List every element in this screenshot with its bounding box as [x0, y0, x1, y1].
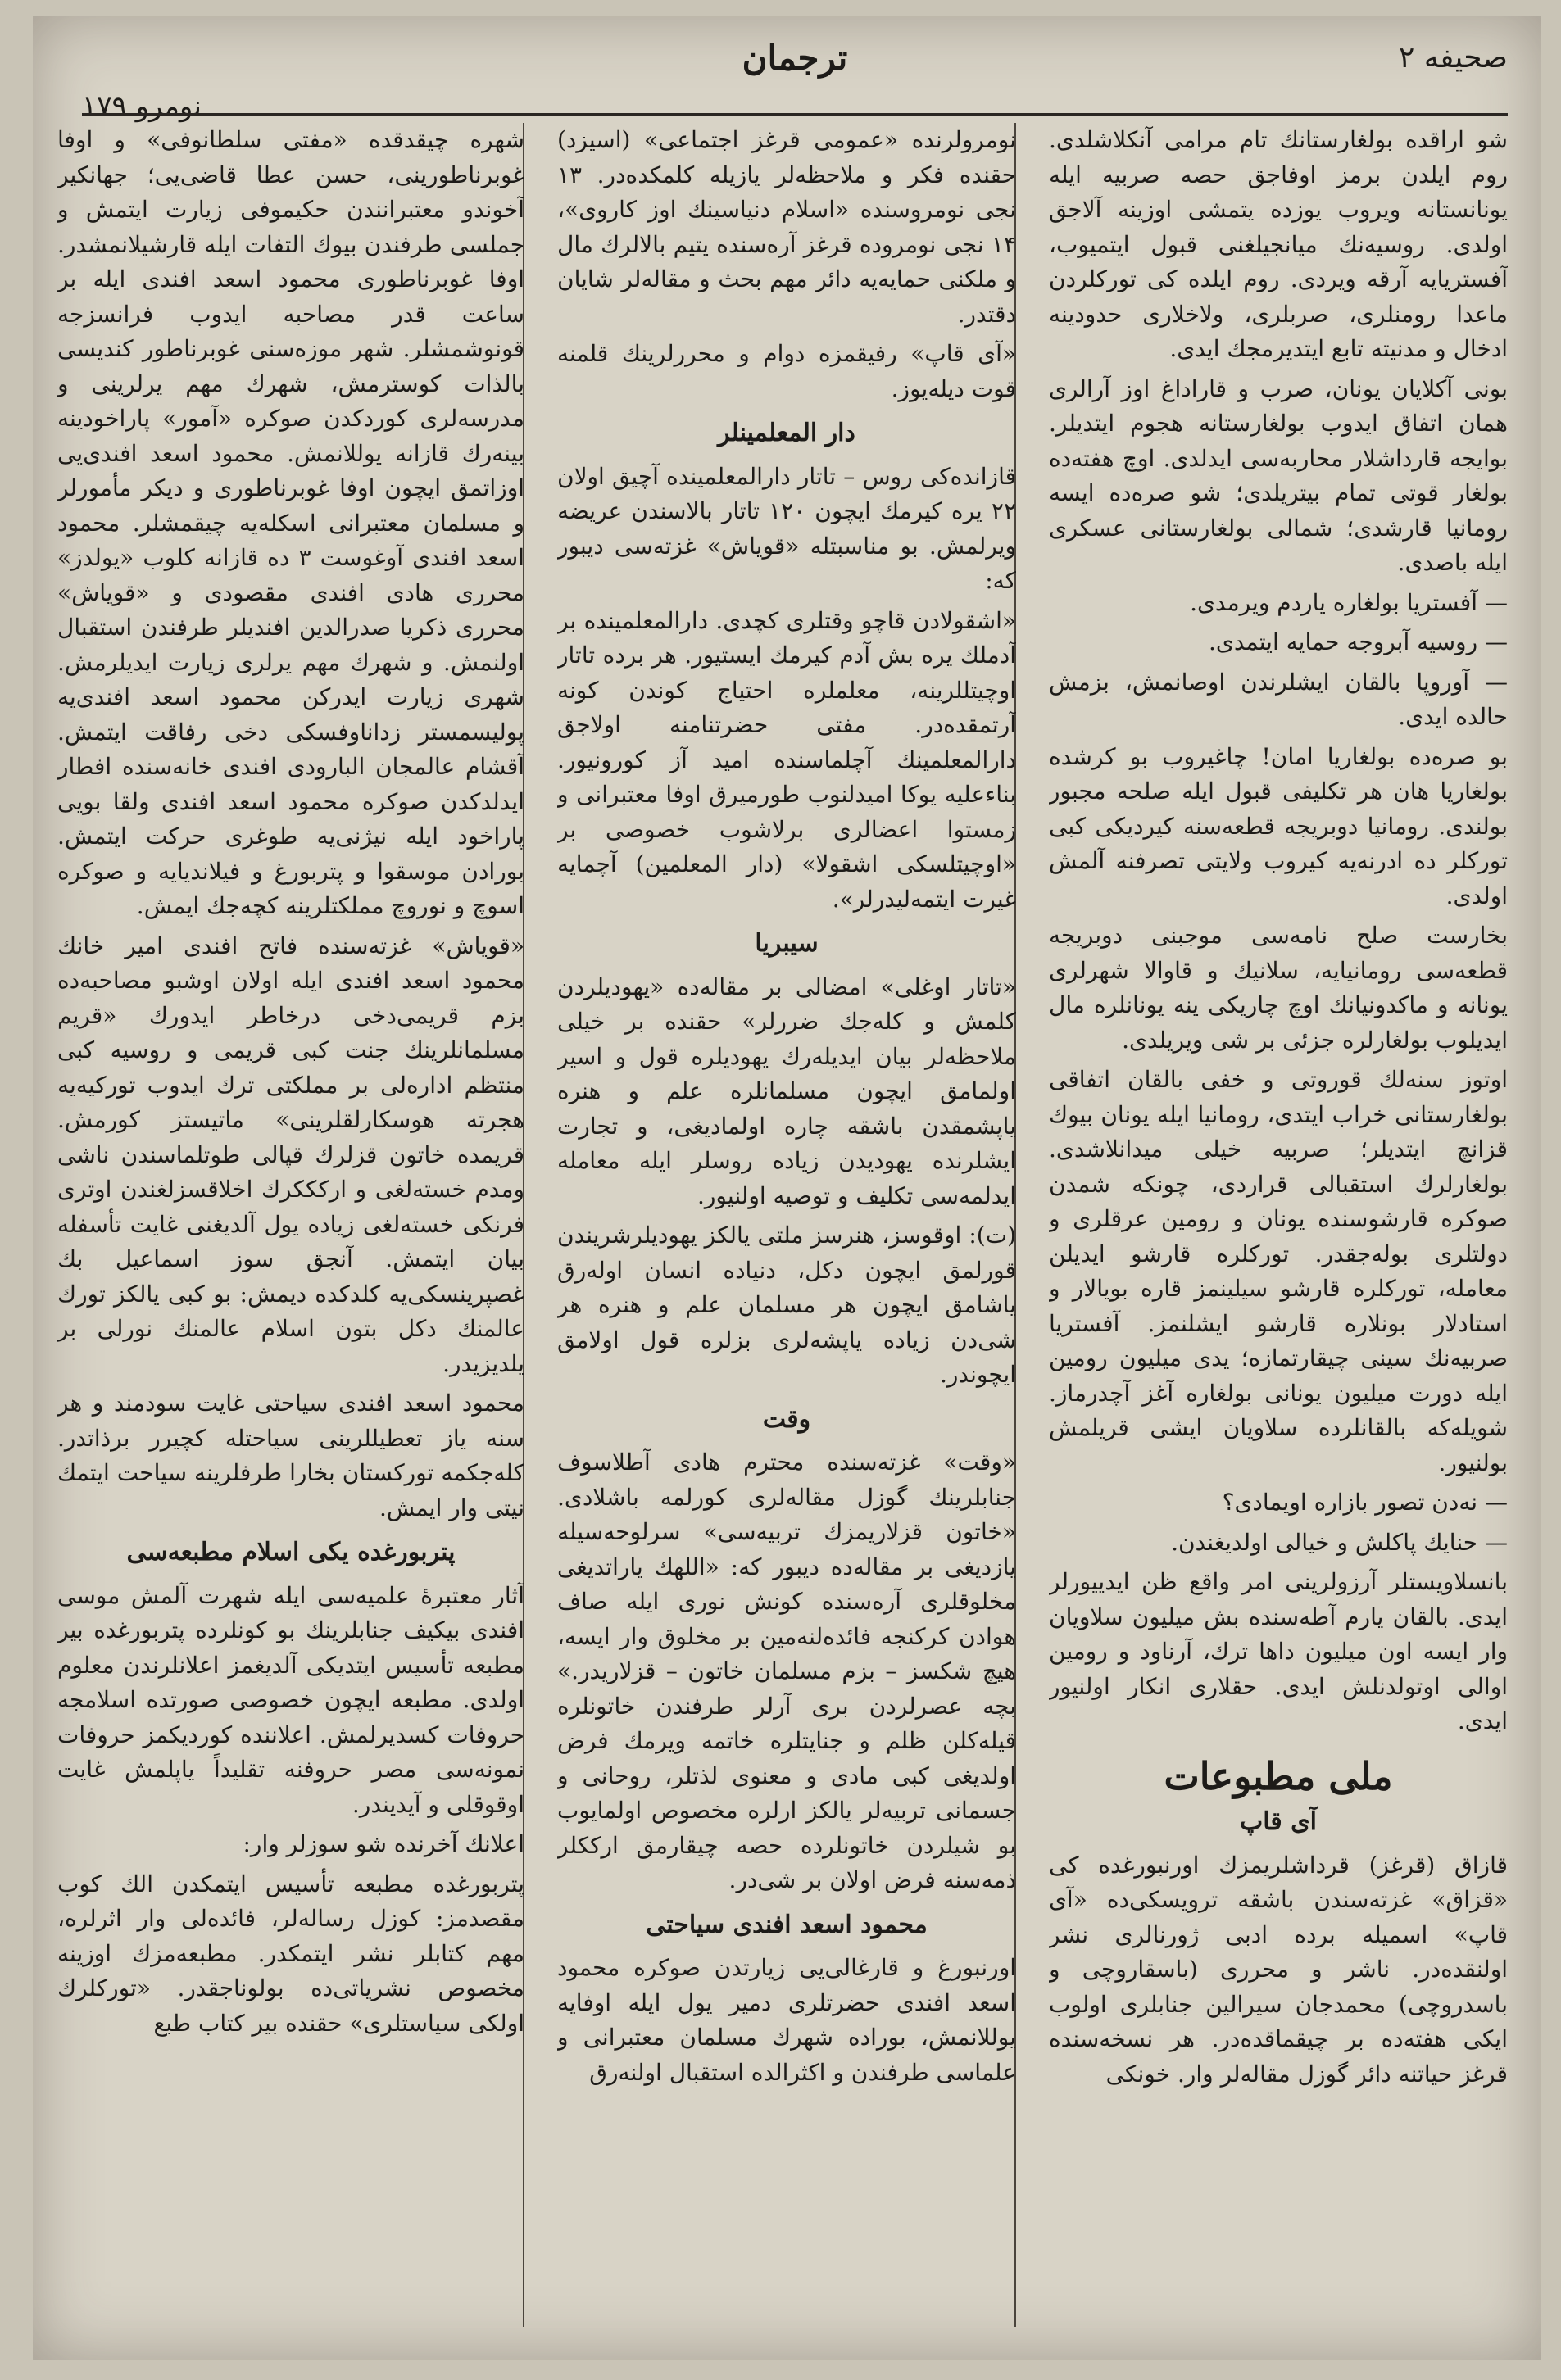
page-number: صحیفه ۲	[1399, 41, 1508, 75]
paragraph: — حنایك پاكلش و خیالی اولدیغندن.	[1171, 1528, 1508, 1556]
paragraph: «اشقولادن قاچو وقتلری كچدی. دارالمعلمینده بر آدملك یره بش آدم كیرمك ایستیور. هر برده تاتار اوچیتللرینه، معلملره احتیاج كوندن كونه آرتمقده‌در. مفتی حضرتنامنه اولاجق دارالمعلمینك آچلماسنده امید آز كورونیور. بناءعلیه یوكا امیدلنوب طورمیرق اوفا معتبرانی و زمستوا اعضالری برلاشوب خصوصی بر «اوچیتلسكی اشقولا» (دار المعلمین) آچمایه غیرت ایتمه‌لیدرلر».	[557, 606, 1016, 913]
subsection-heading: محمود اسعد افندی سیاحتی	[646, 1910, 928, 1939]
paragraph: شو اراقده بولغارستانك تام مرامی آنكلاشلدی. روم ایلدن برمز اوفاجق حصه صربیه ایله یونانستانه ویروب یوزده یتمشی اوزینه آلاجق اولدی. روسیه‌نك میانجیلغنی قبول ایتمیوب، آفستریایه آرقه ویردی. روم ایلده كی توركلردن ماعدا رومنلری، صربلری، ولاخلاری حدودینه ادخال و مدنیته تابع ایتدیرمجك ایدی.	[1049, 126, 1508, 362]
paragraph: آثار معتبرهٔ علمیه‌سی ایله شهرت آلمش موسی افندی بیكیف جنابلرینك بو كونلرده پتربورغده بیر مطبعه تأسیس ایتدیكی آلدیغمز اعلانلرندن معلوم اولدی. مطبعه ایچون خصوصی صورتده اسلامجه حروفات كسدیرلمش. اعلاننده كوردیكمز حروفات نمونه‌سی مصر حروفنه تقلیداً یاپلمش غایت اوقوقلی و آیدیندر.	[57, 1581, 524, 1818]
paragraph: «آی قاپ» رفیقمزه دوام و محررلرینك قلمنه قوت دیله‌یوز.	[557, 340, 1016, 402]
paragraph: محمود اسعد افندی سیاحتی غایت سودمند و هر سنه یاز تعطیللرینی سیاحتله كچیرر برذاتدر. كله‌جكمه توركستان بخارا طرفلرینه سیاحت ایتمك نیتی وار ایمش.	[57, 1389, 524, 1521]
column-left	[57, 123, 524, 2327]
paragraph: «وقت» غزته‌سنده محترم هادی آطلاسوف جنابلرینك گوزل مقاله‌لری كورلمه باشلادی. «خاتون قزلاریمزك تربیه‌سی» سرلوحه‌سیله یازدیغی بر مقاله‌ده دیبور كه: «اللهك یاراتدیغی مخلوقلری آره‌سنده كونش نوری ایله صاف هوادن كركنجه فائده‌لنه‌مین بر مخلوق وار ایسه، هیچ شكسز – بزم مسلمان خاتون – قزلاریدر.» بچه عصرلردن بری آرلر طرفندن خاتونلره قیله‌كلن ظلم و جنایتلره خاتمه ویرمك فرض اولدیغی كبی مادی و معنوی لذتلر، روحانی و جسمانی تربیه‌لر یالكز ارلره مخصوص اولمایوب بو شیلردن خاتونلرده حصه چیقارمق ارككلر ذمه‌سنه فرض اولان بر شی‌در.	[557, 1448, 1016, 1893]
paragraph: اورنبورغ و قارغالی‌یی زیارتدن صوكره محمود اسعد افندی حضرتلری دمیر یول ایله اوفایه یوللانمش، بوراده شهرك مسلمان معتبرانی و علماسی طرفندن و اكثرالده استقبال اولنه‌رق	[557, 1954, 1016, 2086]
paragraph: نومرولرنده «عمومی قرغز اجتماعی» (اسیزد) حقنده فكر و ملاحظه‌لر یازیله كلمكده‌در. ۱۳ نجی نومروسنده «اسلام دنیاسینك اوز كاروی»، ۱۴ نجی نومروده قرغز آره‌سنده یتیم بالالرك مال و ملكنی حمایه‌یه دائر مهم بحث و مقاله‌لر شایان دقتدر.	[557, 126, 1016, 328]
paragraph: بخارست صلح نامه‌سی موجبنی دوبریجه قطعه‌سی رومانیایه، سلانیك و قاوالا شهرلری یونانه و ماكدونیانك اوچ چاریكی ینه یونانلره مال ایدیلوب بولغارلره جزئی بر شی ویریلدی.	[1049, 922, 1508, 1054]
paragraph: — نه‌دن تصور بازاره اویمادی؟	[1222, 1489, 1508, 1516]
subsection-heading: آی قاپ	[1240, 1807, 1317, 1836]
paragraph: (ت): اوقوسز، هنرسز ملتی یالكز یهودیلرشریندن قورلمق ایچون دكل، دنیاده انسان اوله‌رق یاشامق ایچون هر مسلمان علم و هنره هر شی‌دن زیاده یاپشه‌لری بزلره قول اولامق ایچوندر.	[557, 1222, 1016, 1388]
paragraph: — آوروپا بالقان ایشلرندن اوصانمش، بزمش حالده ایدی.	[1049, 668, 1508, 730]
subsection-heading: سیبریا	[755, 929, 819, 958]
paragraph: شهره چیقدقده «مفتی سلطانوفی» و اوفا غوبرناطورینی، حسن عطا قاضی‌یی؛ جهانكیر آخوندو معتبرانندن حكیموفی زیارت ایتمش و جملسی طرفندن بیوك التفات ایله قارشیلانمشدر. اوفا غوبرناطوری محمود اسعد افندی ایله بر ساعت قدر مصاحبه ایدوب فرانسزجه قونوشمشلر. شهر موزه‌سنی غوبرناطور كندیسی بالذات كوسترمش، شهرك مهم یرلرینی و مدرسه‌لری كوردكدن صوكره «آمور» پاراخودینه بینه‌رك قازانه یوللانمش. محمود اسعد افندی‌یی اوزاتمق ایچون اوفا غوبرناطوری و دیكر مأمورلر و مسلمان معتبرانی اسكله‌یه چیقمشلر. محمود اسعد افندی آوغوست ۳ ده قازانه كلوب «یولدز» محرری هادی افندی مقصودی و «قویاش» محرری ذكریا صدرالدین افندیلر طرفندن استقبال اولنمش. و شهرك مهم یرلری زیارت ایدیلرمش. شهری زیارت ایدركن محمود اسعد افندی‌یه پولیسمستر زداناوفسكی دخی رفاقت ایتمش. آقشام عالمجان البارودی افندی خانه‌سنده افطار ایدلدكدن صوكره محمود اسعد افندی ولقا بویی پاراخود ایله نیژنی‌یه طوغری حركت ایتمش. بورادن موسقوا و پتربورغ و فیلاندیایه و صوكره اسوچ و نوروچ مملكتلرینه كچه‌جك ایمش.	[57, 126, 524, 919]
paragraph: — آفستریا بولغاره یاردم ویرمدی.	[1190, 588, 1508, 616]
paragraph: بانسلاویستلر آرزولرینی امر واقع ظن ایدییورلر ایدی. بالقان یارم آطه‌سنده بش میلیون سلاویان وار ایسه اون میلیون داها ترك، آرناود و رومین اوالی اوتولدنلش ایدی. حقلاری انكار اولنیور ایدی.	[1049, 1568, 1508, 1734]
subsection-heading: پتربورغده یكی اسلام مطبعه‌سی	[126, 1538, 456, 1566]
paragraph: بو صره‌ده بولغاریا امان! چاغیروب بو كرشده بولغاریا هان هر تكلیفی قبول ایله صلحه مجبور بولندی. رومانیا دوبریجه قطعه‌سنه كیردیكی كبی توركلر ده ادرنه‌یه كیروب ولایتی تصرفنه آلمش اولدی.	[1049, 742, 1508, 909]
paragraph: قازانده‌كی روس – تاتار دارالمعلمینده آچیق اولان ۲۲ یره كیرمك ایچون ۱۲۰ تاتار بالاسندن عریضه ویرلمش. بو مناسبتله «قویاش» غزته‌سی دیبور كه:	[557, 462, 1016, 594]
paragraph: «قویاش» غزته‌سنده فاتح افندی امیر خانك محمود اسعد افندی ایله اولان اوشبو مصاحبه‌ده بزم قریمی‌دخی درخاطر ایدورك «قریم مسلمانلرینك جنت كبی قریمی و روسیه كبی منتظم اداره‌لی بر مملكتی ترك ایدوب توركیه‌یه هجرته هوسكارلقلرینی» ماتیستز كورمش. قریمده خاتون قزلرك قپالی طوتلماسندن ناشی ومدم خسته‌لغی و اركككرك اخلاقسزلغندن اوتری فرنكی خسته‌لغی زیاده یول آلدیغنی غایت تأسفله بیان ایتمش. آنجق سوز اسماعیل بك غصپرینسكی‌یه كلدكده دیمش: بو كبی یالكز تورك عالمنك دكل بتون اسلام عالمنك نورلی بر یلدیزیدر.	[57, 932, 524, 1377]
paragraph: — روسیه آبروجه حمایه ایتمدی.	[1209, 628, 1508, 655]
paragraph: پتربورغده مطبعه تأسیس ایتمكدن الك كوب مقصدمز: كوزل رساله‌لر، فائده‌لی وار اثرلره، مهم كتابلر نشر ایتمكدر. مطبعه‌مزك اوزینه مخصوص نشریاتی‌ده بولوناجقدر. «توركلرك اولكی سیاستلری» حقنده بیر كتاب طبع	[57, 1870, 524, 2037]
page-header	[82, 33, 1508, 123]
paragraph: اوتوز سنه‌لك قوروتی و خفی بالقان اتفاقی بولغارستانی خراب ایتدی، رومانیا ایله یونان بیوك قزانچ ایتدیلر؛ صربیه خیلی میدانلاشدی. بولغارلرك استقبالی قراردی، چونكه شمدن صوكره قارشوسنده یونان و رومین عرقلری و دولتلری بوله‌جقدر. توركلره قارشو ایدیلن معامله، توركلره قارشو سیلینمز قاره بویالار و استادلار بونلاره قارشو ایشلنمز. آفستریا صربیه‌نك سینی چیقارتمازه؛ یدی میلیون رومین ایله دورت میلیون یونانی بولغاره آغز آچدرماز. شویله‌كه بالقانلرده سلاویان ایشی قریلمش بولنیور.	[1049, 1066, 1508, 1476]
paragraph: قازاق (قرغز) قرداشلریمزك اورنبورغده كی «قزاق» غزته‌سندن باشقه ترویسكی‌ده «آی قاپ» اسمیله برده ادبی ژورنالری نشر اولنقده‌در. ناشر و محرری (باسقاروچی و باسدروچی) محمدجان سیرالین جنابلری اولوب ایكی هفته‌ده بر چیقماقده‌در. هر نسخه‌سنده قرغز حیاتنه دائر گوزل مقاله‌لر وار. خونكی	[1049, 1851, 1508, 2088]
section-heading: ملی مطبوعات	[1164, 1753, 1393, 1798]
paragraph: بونی آكلایان یونان، صرب و قاراداغ اوز آرالری همان اتفاق ایدوب بولغارستانه هجوم ایتدیلر. بوایجه قارداشلار محاربه‌سی ایدلدی. اوچ هفته‌ده بولغار قوتی تمام بیتریلدی؛ شو صره‌ده ایسه رومانیا قارشدی؛ شمالی بولغارستانی عسكری ایله باصدی.	[1049, 374, 1508, 576]
paragraph: «تاتار اوغلی» امضالی بر مقاله‌ده «یهودیلردن كلمش و كله‌جك ضررلر» حقنده بر خیلی ملاحظه‌لر بیان ایدیله‌رك یهودیلره قول و اسیر اولمامق ایچون مسلمانلره علم و هنره یاپشمقدن باشقه چاره اولمادیغی، و تجارت ایشلرنده یهودیدن زیاده روسلر ایله معامله ایدلمه‌سی تكلیف و توصیه اولنیور.	[557, 972, 1016, 1209]
column-right	[1049, 123, 1508, 2327]
column-middle	[557, 123, 1016, 2327]
masthead-title: ترجمان	[742, 38, 848, 78]
paragraph: اعلانك آخرنده شو سوزلر وار:	[243, 1830, 524, 1857]
subsection-heading: دار المعلمینلر	[718, 419, 855, 447]
issue-number: نومرو ۱۷۹	[82, 90, 202, 123]
newspaper-page	[33, 16, 1541, 2360]
subsection-heading: وقت	[762, 1404, 811, 1434]
header-rule	[82, 113, 1508, 116]
